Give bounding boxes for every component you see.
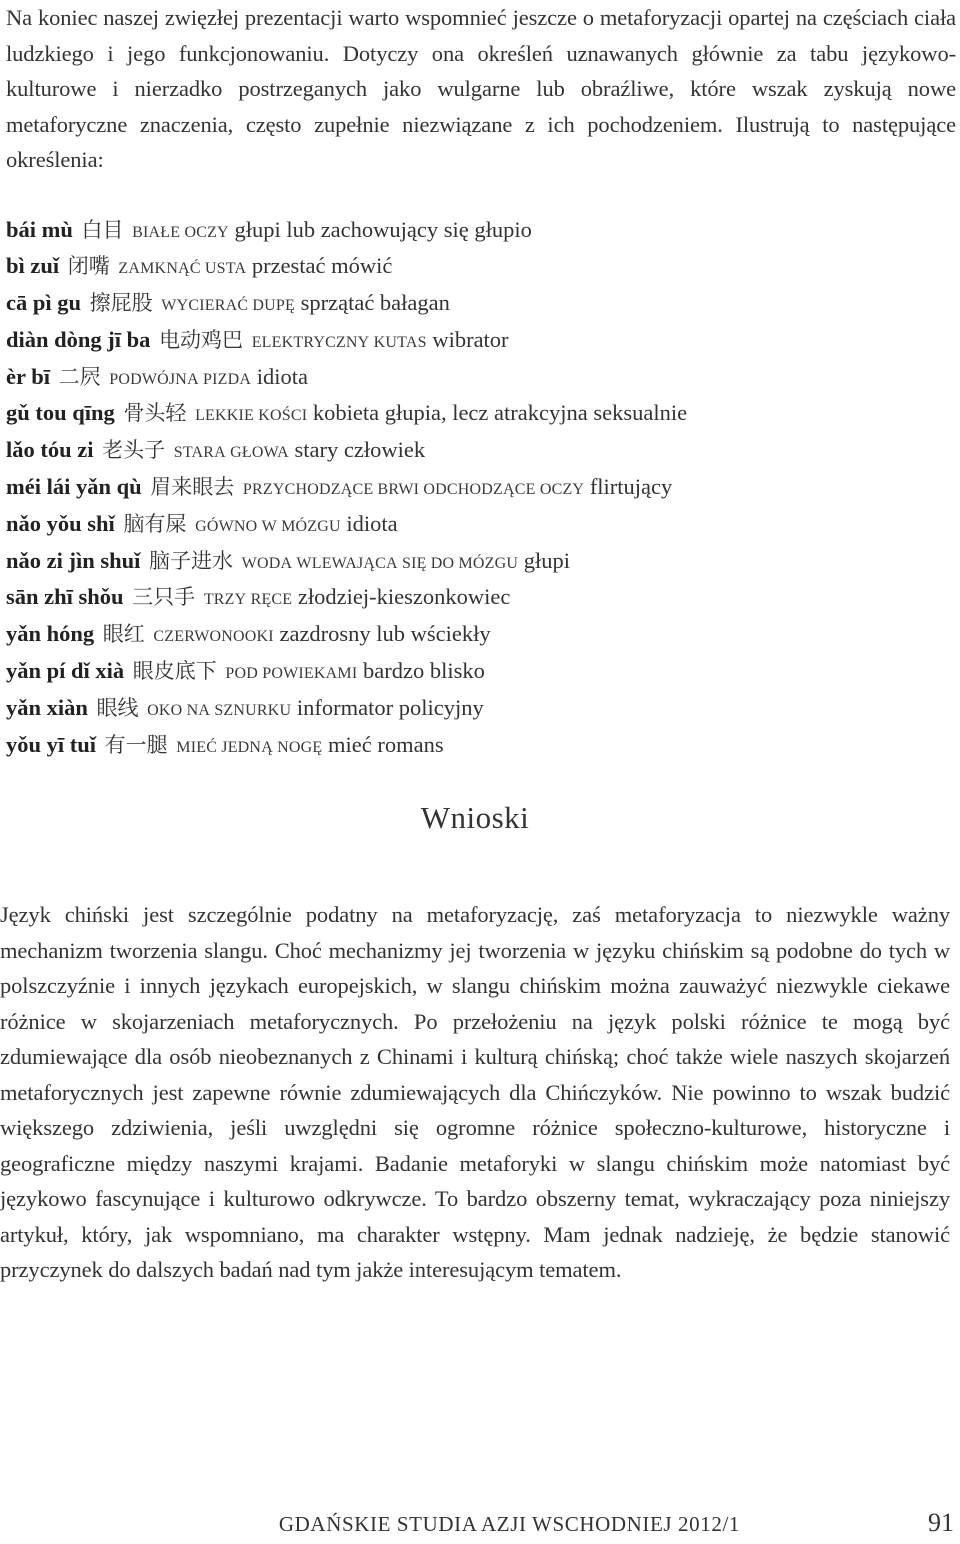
term-hanzi: 老头子 bbox=[102, 438, 166, 463]
term-meaning: przestać mówić bbox=[251, 253, 393, 279]
term-item bbox=[6, 285, 956, 322]
term-item bbox=[6, 359, 956, 396]
term-meaning: bardzo blisko bbox=[362, 658, 485, 684]
term-meaning: mieć romans bbox=[328, 731, 444, 757]
section-heading: Wnioski bbox=[420, 800, 530, 835]
term-meaning: głupi lub zachowujący się głupio bbox=[234, 216, 532, 242]
term-literal: oko na sznurku bbox=[147, 694, 292, 720]
term-literal: mieć jedną nogę bbox=[176, 731, 323, 757]
term-pinyin: yǒu yī tuǐ bbox=[6, 731, 97, 757]
term-literal: pod powiekami bbox=[225, 658, 358, 684]
term-hanzi: 二屄 bbox=[58, 364, 101, 389]
term-literal: zamknąć usta bbox=[118, 253, 247, 279]
term-meaning: głupi bbox=[523, 547, 571, 573]
term-meaning: wibrator bbox=[432, 326, 509, 352]
term-item bbox=[6, 690, 956, 727]
term-literal: czerwonooki bbox=[153, 621, 274, 647]
conclusion-paragraph: Język chiński jest szczególnie podatny na metaforyzację, zaś metaforyzacja to niezwykle ważny mechanizm tworzenia slangu. Choć mechanizmy jej tworzenia w języku chińskim są podobne do tych w polszczyźnie i innych językach europejskich, w slangu chińskim można zauważyć niezwykle ciekawe różnice w skojarzeniach metaforycznych. Po przełożeniu na język polski różnice te mogą być zdumiewające dla osób nieobeznanych z Chinami i kulturą chińską; choć także wiele naszych skojarzeń metaforycznych jest zapewne równie zdumiewających dla Chińczyków. Nie powinno to wszak budzić większego zdziwienia, jeśli uwzględni się ogromne różnice społeczno-kulturowe, historyczne i geograficzne między naszymi krajami. Badanie metaforyki w slangu chińskim może natomiast być językowo fascynujące i kulturowo odkrywcze. To bardzo obszerny temat, wykraczający poza niniejszy artykuł, który, jak wspomniano, ma charakter wstępny. Mam jednak nadzieję, że będzie stanowić przyczynek do dalszych badań nad tym jakże interesującym tematem. bbox=[0, 902, 950, 1282]
term-item bbox=[6, 395, 956, 432]
term-hanzi: 白目 bbox=[81, 217, 124, 242]
term-meaning: sprzątać bałagan bbox=[300, 290, 450, 316]
term-literal: stara głowa bbox=[173, 437, 289, 463]
page-footer bbox=[0, 1508, 954, 1542]
term-meaning: flirtujący bbox=[589, 474, 673, 500]
term-hanzi: 眼红 bbox=[102, 622, 145, 647]
term-pinyin: méi lái yǎn qù bbox=[6, 474, 142, 500]
term-item bbox=[6, 579, 956, 616]
term-item bbox=[6, 322, 956, 359]
term-hanzi: 脑子进水 bbox=[149, 548, 234, 573]
term-pinyin: nǎo yǒu shǐ bbox=[6, 510, 115, 536]
term-meaning: kobieta głupia, lecz atrakcyjna seksualnie bbox=[312, 400, 688, 426]
term-meaning: złodziej-kieszonkowiec bbox=[297, 584, 511, 610]
term-pinyin: bái mù bbox=[6, 216, 73, 242]
term-literal: elektryczny kutas bbox=[251, 326, 427, 352]
conclusion-section bbox=[0, 897, 950, 1288]
term-literal: podwójna pizda bbox=[109, 363, 252, 389]
term-literal: gówno w mózgu bbox=[195, 510, 341, 536]
term-pinyin: gǔ tou qīng bbox=[6, 400, 115, 426]
term-hanzi: 擦屁股 bbox=[89, 291, 153, 316]
term-item bbox=[6, 212, 956, 249]
intro-paragraph: Na koniec naszej zwięzłej prezentacji warto wspomnieć jeszcze o metaforyzacji opartej na częściach ciała ludzkiego i jego funkcjonowaniu. Dotyczy ona określeń uznawanych głównie za tabu językowo-kulturowe i nierzadko postrzeganych jako wulgarne lub obraźliwe, które wszak zyskują nowe metaforyczne znaczenia, często zupełnie niezwiązane z ich pochodzeniem. Ilustrują to następujące określenia: bbox=[6, 5, 956, 172]
term-item bbox=[6, 616, 956, 653]
term-hanzi: 闭嘴 bbox=[67, 254, 110, 279]
term-literal: woda wlewająca się do mózgu bbox=[241, 547, 519, 573]
term-hanzi: 有一腿 bbox=[104, 732, 168, 757]
term-pinyin: nǎo zi jìn shuǐ bbox=[6, 547, 141, 573]
term-pinyin: yǎn hóng bbox=[6, 621, 95, 647]
term-pinyin: èr bī bbox=[6, 363, 50, 389]
term-hanzi: 脑有屎 bbox=[123, 511, 187, 536]
term-meaning: stary człowiek bbox=[294, 437, 426, 463]
term-pinyin: bì zuǐ bbox=[6, 253, 60, 279]
journal-title: GDAŃSKIE STUDIA AZJI WSCHODNIEJ 2012/1 bbox=[278, 1512, 740, 1536]
term-hanzi: 眼皮底下 bbox=[132, 659, 217, 684]
term-hanzi: 眼线 bbox=[96, 695, 139, 720]
term-literal: przychodzące brwi odchodzące oczy bbox=[242, 474, 585, 500]
page-number: 91 bbox=[928, 1508, 954, 1537]
term-meaning: idiota bbox=[256, 363, 309, 389]
term-meaning: zazdrosny lub wściekły bbox=[279, 621, 491, 647]
term-pinyin: yǎn pí dǐ xià bbox=[6, 658, 125, 684]
term-literal: białe oczy bbox=[132, 216, 229, 242]
term-item bbox=[6, 727, 956, 764]
term-meaning: idiota bbox=[346, 510, 398, 536]
term-item bbox=[6, 248, 956, 285]
term-literal: wycierać dupę bbox=[161, 290, 295, 316]
term-hanzi: 骨头轻 bbox=[123, 401, 187, 426]
term-hanzi: 电动鸡巴 bbox=[159, 327, 244, 352]
term-item bbox=[6, 469, 956, 506]
term-item bbox=[6, 432, 956, 469]
term-pinyin: cā pì gu bbox=[6, 290, 82, 316]
term-list bbox=[6, 212, 956, 764]
term-literal: trzy ręce bbox=[203, 584, 293, 610]
term-meaning: informator policyjny bbox=[296, 694, 484, 720]
term-pinyin: diàn dòng jī ba bbox=[6, 326, 151, 352]
term-literal: lekkie kości bbox=[195, 400, 308, 426]
term-pinyin: yǎn xiàn bbox=[6, 694, 88, 720]
term-item bbox=[6, 506, 956, 543]
term-item bbox=[6, 543, 956, 580]
document-page bbox=[6, 0, 956, 779]
term-pinyin: sān zhī shǒu bbox=[6, 584, 124, 610]
term-pinyin: lǎo tóu zi bbox=[6, 437, 94, 463]
term-item bbox=[6, 653, 956, 690]
term-hanzi: 眉来眼去 bbox=[150, 475, 235, 500]
term-hanzi: 三只手 bbox=[132, 585, 196, 610]
